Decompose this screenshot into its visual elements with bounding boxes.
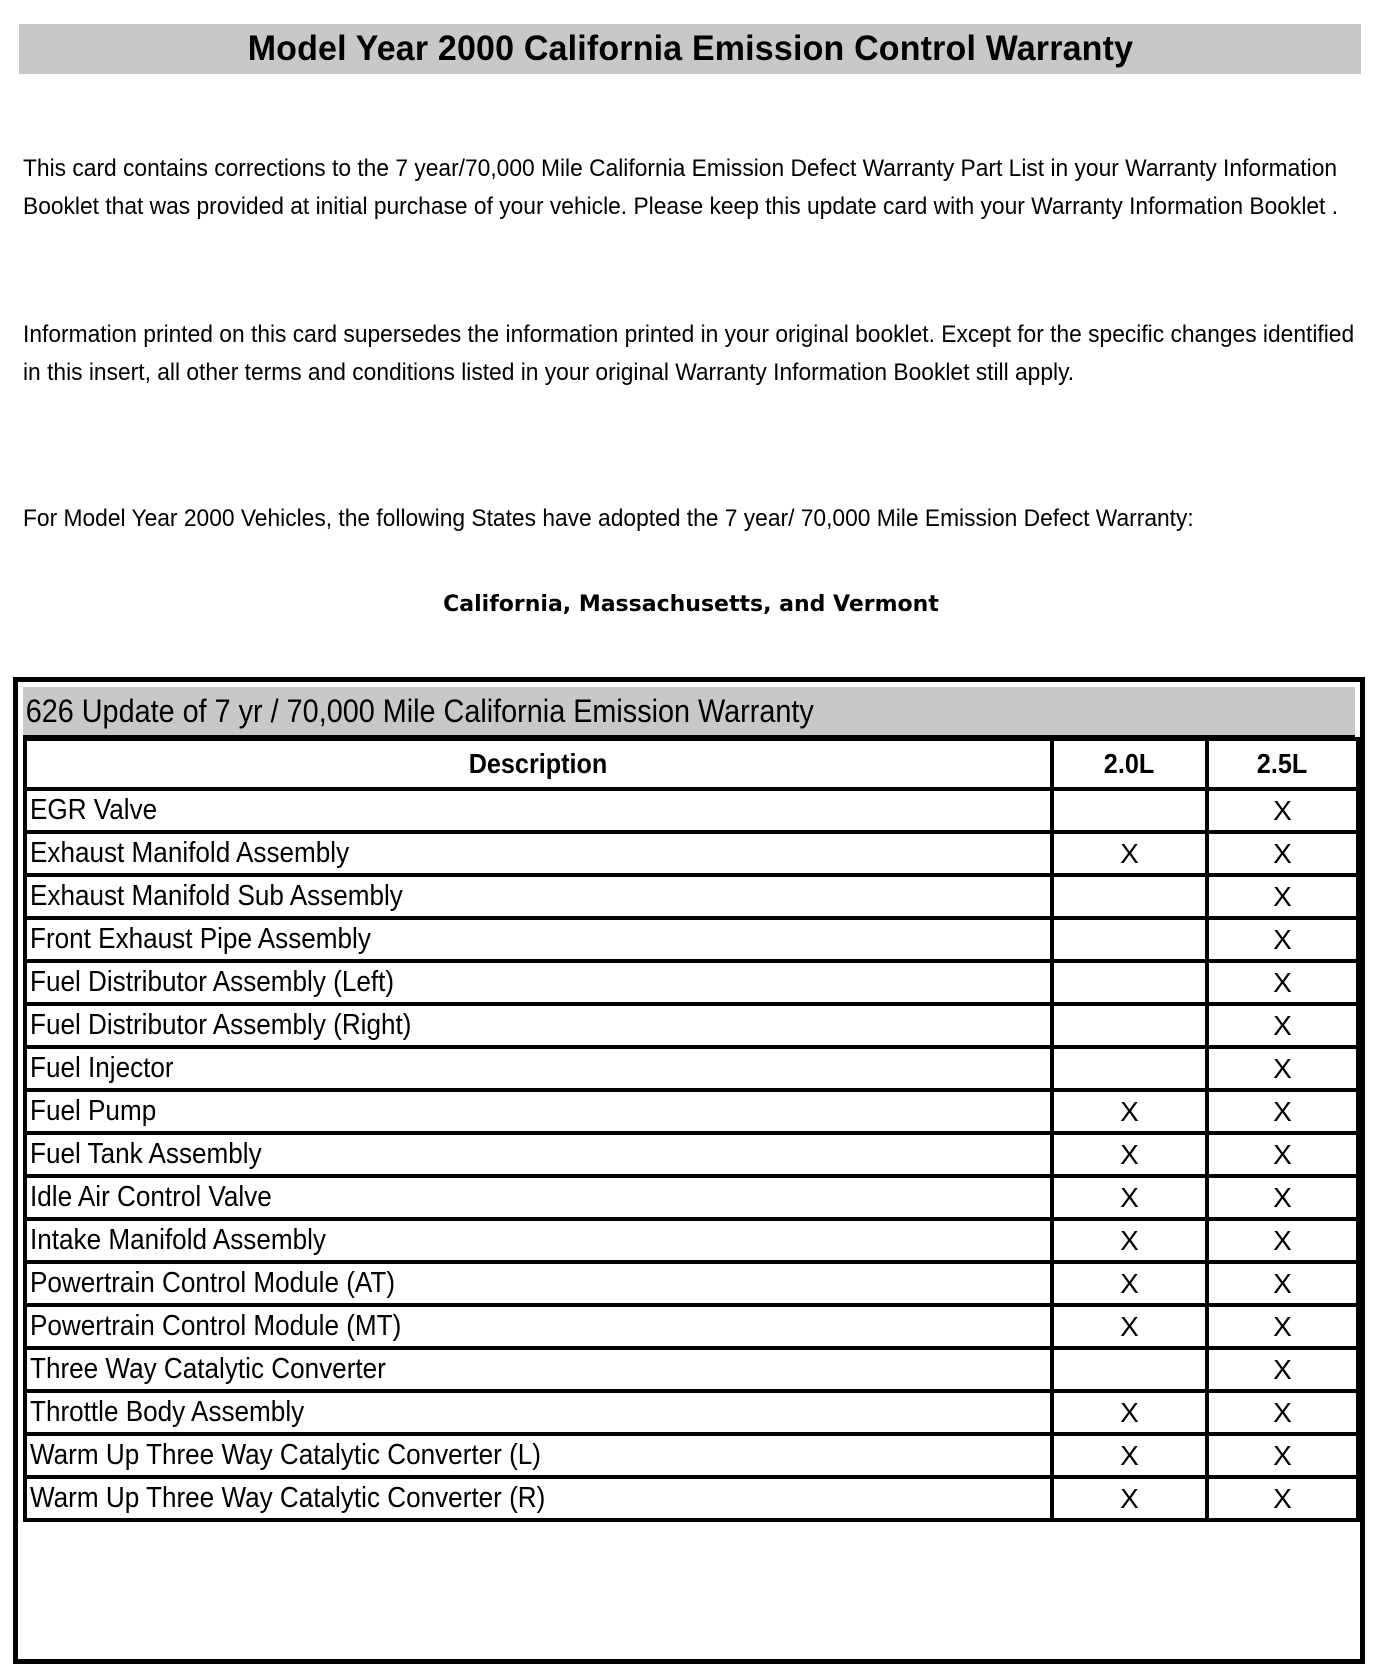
table-row — [25, 961, 1358, 1004]
mark-2-0l: X — [1052, 1477, 1207, 1520]
table-row — [25, 1090, 1358, 1133]
mark-2-0l — [1052, 1047, 1207, 1090]
states-list: California, Massachusetts, and Vermont — [443, 592, 939, 617]
mark-2-0l: X — [1052, 1219, 1207, 1262]
mark-2-5l: X — [1207, 1133, 1358, 1176]
intro-paragraph: This card contains corrections to the 7 year/70,000 Mile California Emission Defect Warranty Part List in your Warranty Information Booklet that was provided at initial purchase of your vehicle. Please keep this update card with your Warranty Information Booklet . — [23, 155, 1339, 220]
mark-2-0l — [1052, 1004, 1207, 1047]
table-row — [25, 1477, 1358, 1520]
table-title-bar — [23, 687, 1355, 739]
table-row — [25, 918, 1358, 961]
header-2-5l: 2.5L — [1207, 739, 1358, 789]
table-row — [25, 875, 1358, 918]
title-banner — [19, 24, 1361, 74]
mark-2-5l: X — [1207, 961, 1358, 1004]
part-description: Fuel Distributor Assembly (Left) — [25, 961, 1052, 1004]
mark-2-0l: X — [1052, 1391, 1207, 1434]
mark-2-5l: X — [1207, 1262, 1358, 1305]
part-description: Powertrain Control Module (MT) — [25, 1305, 1052, 1348]
mark-2-5l: X — [1207, 1176, 1358, 1219]
states-intro-paragraph: For Model Year 2000 Vehicles, the following States have adopted the 7 year/ 70,000 Mile Emission Defect Warranty: — [23, 505, 1194, 532]
table-row — [25, 1305, 1358, 1348]
mark-2-0l — [1052, 961, 1207, 1004]
part-description: Exhaust Manifold Assembly — [25, 832, 1052, 875]
part-description: Idle Air Control Valve — [25, 1176, 1052, 1219]
table-row — [25, 1391, 1358, 1434]
table-row — [25, 1348, 1358, 1391]
parts-table — [23, 737, 1360, 1522]
header-description: Description — [25, 739, 1052, 789]
mark-2-5l: X — [1207, 1090, 1358, 1133]
mark-2-0l — [1052, 918, 1207, 961]
table-row — [25, 1434, 1358, 1477]
header-row — [25, 739, 1358, 789]
table-row — [25, 789, 1358, 832]
mark-2-0l: X — [1052, 1176, 1207, 1219]
table-row — [25, 1219, 1358, 1262]
part-description: Warm Up Three Way Catalytic Converter (R) — [25, 1477, 1052, 1520]
mark-2-5l: X — [1207, 1219, 1358, 1262]
mark-2-5l: X — [1207, 875, 1358, 918]
part-description: Fuel Distributor Assembly (Right) — [25, 1004, 1052, 1047]
part-description: Exhaust Manifold Sub Assembly — [25, 875, 1052, 918]
mark-2-5l: X — [1207, 1047, 1358, 1090]
mark-2-5l: X — [1207, 918, 1358, 961]
header-2-0l: 2.0L — [1052, 739, 1207, 789]
part-description: Fuel Tank Assembly — [25, 1133, 1052, 1176]
part-description: Throttle Body Assembly — [25, 1391, 1052, 1434]
part-description: Powertrain Control Module (AT) — [25, 1262, 1052, 1305]
mark-2-5l: X — [1207, 1305, 1358, 1348]
table-row — [25, 1047, 1358, 1090]
part-description: Front Exhaust Pipe Assembly — [25, 918, 1052, 961]
mark-2-0l: X — [1052, 1262, 1207, 1305]
mark-2-5l: X — [1207, 1348, 1358, 1391]
mark-2-0l: X — [1052, 1133, 1207, 1176]
warranty-table — [13, 677, 1365, 1664]
table-row — [25, 1004, 1358, 1047]
mark-2-0l: X — [1052, 832, 1207, 875]
part-description: Fuel Pump — [25, 1090, 1052, 1133]
table-row — [25, 1133, 1358, 1176]
part-description: EGR Valve — [25, 789, 1052, 832]
mark-2-0l — [1052, 875, 1207, 918]
part-description: Three Way Catalytic Converter — [25, 1348, 1052, 1391]
part-description: Fuel Injector — [25, 1047, 1052, 1090]
mark-2-5l: X — [1207, 1004, 1358, 1047]
part-description: Warm Up Three Way Catalytic Converter (L) — [25, 1434, 1052, 1477]
mark-2-5l: X — [1207, 789, 1358, 832]
mark-2-5l: X — [1207, 1391, 1358, 1434]
mark-2-0l: X — [1052, 1090, 1207, 1133]
table-row — [25, 1176, 1358, 1219]
mark-2-5l: X — [1207, 1477, 1358, 1520]
mark-2-0l: X — [1052, 1305, 1207, 1348]
table-row — [25, 832, 1358, 875]
mark-2-0l — [1052, 789, 1207, 832]
mark-2-0l: X — [1052, 1434, 1207, 1477]
table-row — [25, 1262, 1358, 1305]
table-title: 626 Update of 7 yr / 70,000 Mile California Emission Warranty — [25, 692, 814, 729]
mark-2-0l — [1052, 1348, 1207, 1391]
mark-2-5l: X — [1207, 1434, 1358, 1477]
mark-2-5l: X — [1207, 832, 1358, 875]
page-title: Model Year 2000 California Emission Control Warranty — [247, 29, 1133, 68]
supersede-paragraph: Information printed on this card supersedes the information printed in your original booklet. Except for the specific changes identified in this insert, all other terms and conditions listed in your original Warranty Information Booklet still apply. — [23, 321, 1355, 386]
part-description: Intake Manifold Assembly — [25, 1219, 1052, 1262]
